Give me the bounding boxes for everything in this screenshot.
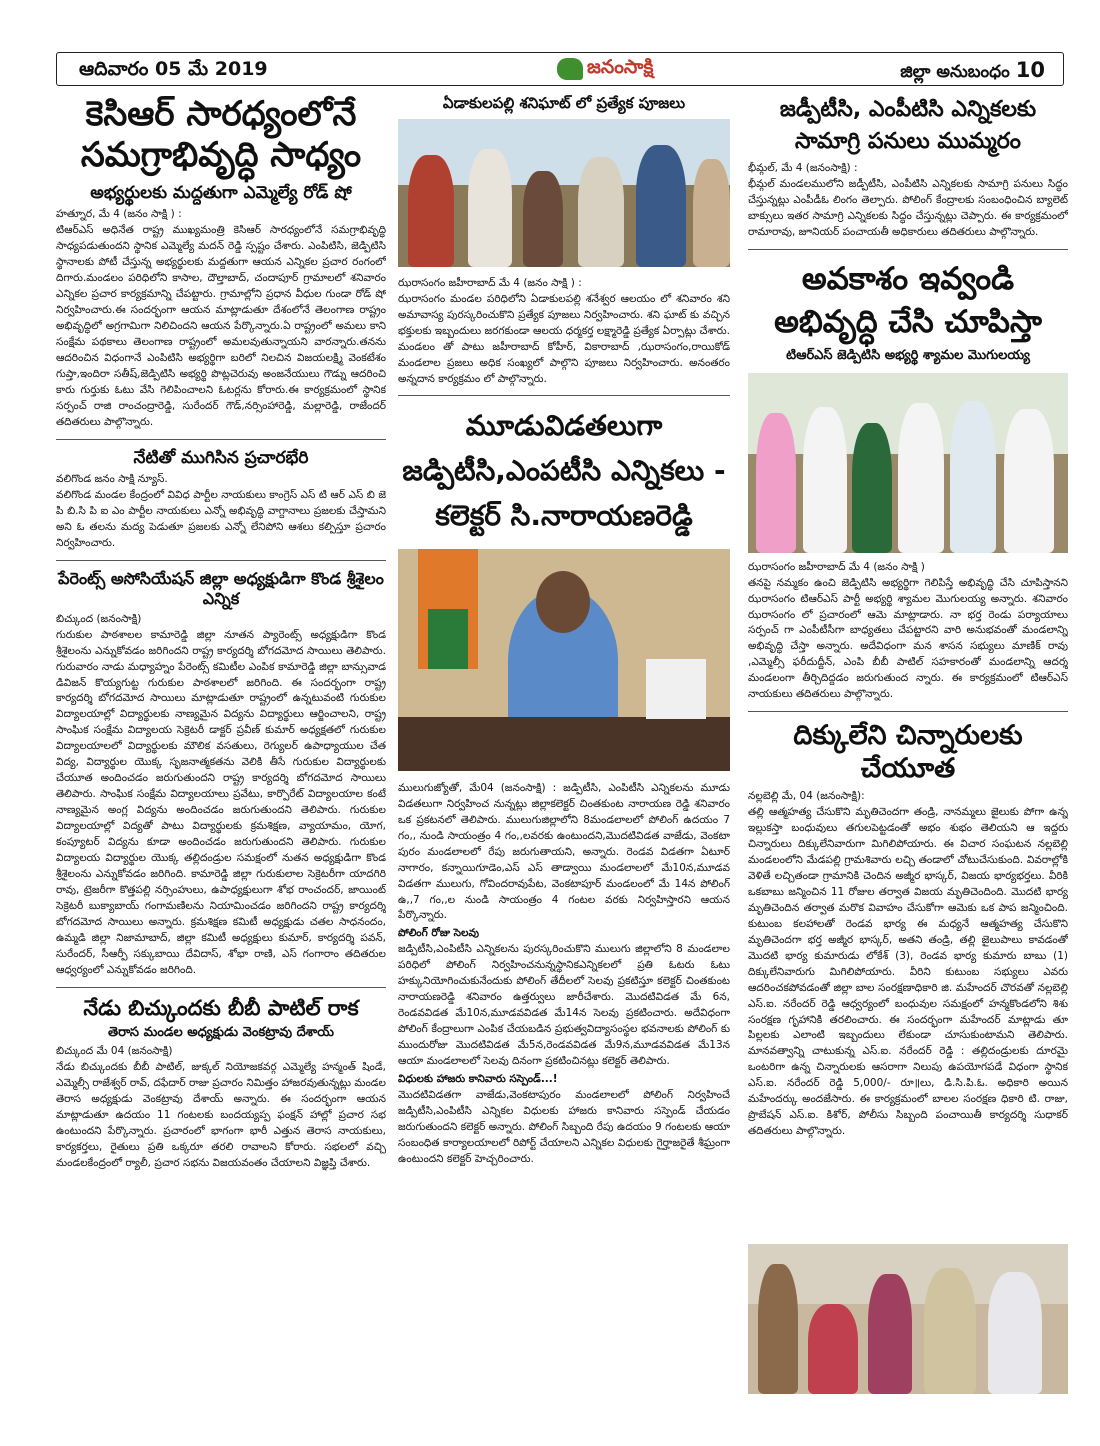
subhead-holiday: పోలింగ్ రోజు సెలవు: [398, 927, 479, 940]
divider: [56, 560, 386, 561]
article-body: ఝరాసంగం మండల పరిధిలోని ఏడాకులపల్లి శనేశ్వర ఆలయం లో శనివారం శని అమావాస్య పురస్కరించుకొని ప్రత్యేక పూజలు నిర్వహించారు. శని ఘాట్ కు వచ్చిన భక్తులకు ఇబ్బందులు జరగకుండా ఆలయ ధర్మకర్త లక్ష్మారెడ్డి ప్రత్యేక ఏర్పాట్లు చేశారు. మండలం తో పాటు జహీరాబాద్ కోహీర్, వికారాబాద్ ,ఝరాసంగం,రాయికోడ్ మండలాల ప్రజలు అధిక సంఖ్యలో పాల్గొని పూజలు నిర్వహించారు. అనంతరం అన్నదాన కార్యక్రమం లో పాల్గొన్నారు.: [398, 292, 730, 385]
article-body: టిఆర్ఎస్ అధినేత రాష్ట్ర ముఖ్యమంత్రి కెసిఆర్ సారధ్యంలోనే సమగ్రాభివృద్ధి సాధ్యపడుతుందని స్థానిక ఎమ్మెల్యే మదన్ రెడ్డి స్పష్టం చేశారు. ఎంపిటిసి, జెడ్పిటిసి స్థానాలకు పోటీ చేస్తున్న అభ్యర్థులకు మద్దతుగా ఆయన ఎన్నికల ప్రచార రంగంలో దిగారు.మండలం పరిధిలోని కాసాల, దౌల్తాబాద్, చందాపూర్ గ్రామాలలో శనివారం ఎన్నికల ప్రచార కార్యక్రమాన్ని చేపట్టారు. గ్రామాల్లోని ప్రధాన వీధుల గుండా రోడ్ షో నిర్వహించారు.ఈ సందర్భంగా ఆయన మాట్లాడుతూ దేశంలోనే తెలంగాణ రాష్ట్రం అభివృద్ధిలో అగ్రగామిగా నిలిచిందని ఆయన పేర్కొన్నారు.ఏ రాష్ట్రంలో అమలు కాని సంక్షేమ పథకాలు తెలంగాణ రాష్ట్రంలో అమలవుతున్నాయని వారన్నారు.తనను ఆదరించిన విధంగానే ఎంపిటిసి అభ్యర్థిగా బరిలో నిలచిన విజయలక్ష్మి వెంకటేశం గుప్తా,ఇందిరా సతీష్,జెడ్పిటిసి అభ్యర్థి పొట్లచెరువు అంజనేయులు గౌడ్ను ఆదరించి కారు గుర్తుకు ఓటు వేసి గెలిపించాలని ఓటర్లను కోరారు.ఈ కార్యక్రమంలో స్థానిక సర్పంచ్ రాజి రాంచంద్రారెడ్డి, సురేందర్ గౌడ్,నర్సింహారెడ్డి, మల్లారెడ్డి, రాజేందర్ తదితరులు పాల్గొన్నారు.: [56, 224, 386, 428]
page-label: [900, 58, 1045, 86]
article-body: తనపై నమ్మకం ఉంచి జెడ్పిటిసి అభ్యర్థిగా గెలిపిస్తే అభివృద్ధి చేసి చూపిస్తానని ఝరాసంగం టిఆర్ఎస్ పార్టీ అభ్యర్థి శ్యామల మొగులయ్య అన్నారు. శనివారం ఝరాసంగం లో ప్రచారంలో ఆమె మాట్లాడారు. నా భర్త రెండు పర్యాయాలు సర్పంచ్ గా ఎంపీటీసీగా బాధ్యతలు చేపట్టారని వారి అనుభవంతో మండలాన్ని అభివృద్ధి చేస్తా అన్నారు. అదేవిధంగా మన శాసన సభ్యులు మాణిక్ రావు ,ఎమ్మెల్సీ ఫరీదుద్దీన్, ఎంపి బీబీ పాటిల్ సహకారంతో మండలాన్ని ఆదర్శ మండలంగా తీర్చిదిద్దడం జరుగుతుంద న్నారు. ఈ కార్యక్రమంలో టిఆర్ఎస్ నాయకులు తదితరులు పాల్గొన్నారు.: [748, 576, 1068, 701]
article-campaign-end: [56, 448, 386, 552]
divider: [748, 249, 1068, 250]
dateline: బిచ్కుంద మే 04 (జనంసాక్షి): [56, 1045, 173, 1058]
headline: జడ్పీటీసి, ఎంపీటిసి ఎన్నికలకు సామాగ్రి పనులు ముమ్మరం: [779, 97, 1037, 154]
subheadline: టిఆర్ఎస్ జెడ్పిటిసి అభ్యర్థి శ్యామల మొగులయ్య: [786, 348, 1030, 364]
headline: దిక్కులేని చిన్నారులకు చేయూత: [793, 720, 1023, 785]
column-right: [748, 94, 1068, 1394]
article-parents-association: [56, 569, 386, 979]
article-elections-collector: [398, 404, 730, 1167]
article-body: మొదటివిడతగా వాజేడు,వెంకటాపురం మండలాలలో పోలింగ్ నిర్వహించే జడ్పిటీసి,ఎంపిటీసి ఎన్నికల విధులకు హాజరు కానివారు సస్పెండ్ చేయడం జరుగుతుందని కలెక్టర్ అన్నారు. పోలింగ్ సిబ్బంది రేపు ఉదయం 9 గంటలకు ఆయా సంబంధిత కార్యాలయాలలో రిపోర్ట్ చేయాలని ఎన్నికల విధులకు గైర్హాజరైతే శీఘ్రంగా ఉంటుందని కలెక్టర్ హెచ్చరించారు.: [398, 1089, 730, 1165]
dateline: నల్లబెల్లి మే, 04 (జనంసాక్షి):: [748, 790, 865, 803]
divider: [56, 439, 386, 440]
article-body: ములుగుజ్యోతో, మే04 (జనంసాక్షి) : జడ్పిటీసి, ఎంపిటీసి ఎన్నికలను మూడు విడతలుగా నిర్వహించ నున్నట్లు జిల్లాకలెక్టర్ చింతకుంట నారాయణ రెడ్డి శనివారం ఒక ప్రకటనలో తెలిపారు. ములుగుజిల్లాలోని 8మండలాలలో పోలింగ్ ఉదయం 7 గం,, నుండి సాయంత్రం 4 గం,,లవరకు ఉంటుందని,మొదటివిడత వాజేడు, వెంకటా పురం మండలాలలో రేపు జరుగుతాయని, అన్నారు. రెండవ విడతగా ఏటూర్ నాగారం, కన్నాయిగూడెం,ఎస్ ఎస్ తాడ్వాయి మండలాలలో మే10న,మూడవ విడతగా ములుగు, గోవిందరావుపేట, వెంకటాపూర్ మండలంలో మే 14న పోలింగ్ ఉ,,7 గం,,ల నుండి సాయంత్రం 4 గంటల వరకు నిర్వహిస్తారని ఆయన పేర్కొన్నారు.: [398, 781, 730, 922]
article-bb-patil: [56, 996, 386, 1173]
subheadline: తెరాస మండల అధ్యక్షుడు వెంకట్రావు దేశాయ్: [108, 1025, 334, 1041]
page-number: 10: [1015, 58, 1045, 82]
divider: [398, 395, 730, 396]
headline: ఏడాకులపల్లి శనిఘాట్ లో ప్రత్యేక పూజలు: [442, 94, 686, 112]
divider: [56, 987, 386, 988]
article-orphan-children: [748, 720, 1068, 1140]
dateline: ఝరాసంగం జహీరాబాద్ మే 4 (జనం సాక్షి ) :: [398, 276, 582, 289]
headline: అవకాశం ఇవ్వండి అభివృద్ధి చేసి చూపిస్తా: [774, 260, 1042, 340]
masthead: [56, 52, 1064, 86]
article-body: నేడు బిచ్కుందకు బీబీ పాటిల్, జుక్కల్ నియోజకవర్గ ఎమ్మెల్యే హన్మంత్ షిండే, ఎమ్మెల్సీ రాజేశ్వర్ రావ్, దఫేదార్ రాజు ప్రచారం నిమిత్తం హాజరవుతున్నట్లు మండల తెరాస అధ్యక్షుడు వెంకట్రావు దేశాయ్ అన్నారు. ఈ సందర్భంగా ఆయన మాట్లాడుతూ ఉదయం 11 గంటలకు బందయ్యప్ప ఫంక్షన్ హాల్లో ప్రచార సభ ఉంటుందని పేర్కొన్నారు. ప్రచారంలో భాగంగా భారీ ఎత్తున తెరాస నాయకులు, కార్యకర్తలు, రైతులు ప్రతి ఒక్కరూ తరలి రావాలని కోరారు. సభలలో వచ్చి మండలకేంద్రంలో ర్యాలీ, ప్రచార సభను విజయవంతం చేయాలని విజ్ఞప్తి చేశారు.: [56, 1061, 386, 1170]
column-middle: [398, 94, 730, 1394]
article-body: భీమ్గల్ మండలములోని జడ్పీటీసి, ఎంపీటిసి ఎన్నికలకు సామాగ్రి పనులు సిద్ధం చేస్తున్నట్లు ఎంపీడీఓ లింగం తెల్పారు. పోలింగ్ కేంద్రాలకు సంబంధించిన బ్యాలెట్ బాక్సులు ఇతర సామాగ్రి ఎన్నికలకు సిద్ధం చేస్తున్నట్లు చెప్పారు. ఈ కార్యక్రమంలో రామారావు, జూనియర్ పంచాయతీ అధికారులు తదితరులు పాల్గొన్నారు.: [748, 177, 1068, 238]
column-left: [56, 94, 386, 1394]
headline: నేడు బిచ్కుందకు బీబీ పాటిల్ రాక: [83, 995, 359, 1020]
dateline: ఝరాసంగం జహీరాబాద్ మే 4 (జనం సాక్షి ): [748, 560, 925, 573]
article-body: జడ్పిటీసి,ఎంపిటీసి ఎన్నికలను పురస్కరించుకొని ములుగు జిల్లాలోని 8 మండలాల పరిధిలో పోలింగ్ నిర్వహించనున్నస్థానికఎన్నికలలో ప్రతి ఓటరు ఓటు హక్కునియోగించుకునేందుకు పోలింగ్ తేదీలలో సెలవు ప్రకటిస్తూ కలెక్టర్ చింతకుంట నారాయణరెడ్డి శనివారం ఉత్తర్వులు జారీచేశారు. మొదటివిడత మే 6న, రెండవవిడత మే10న,మూడవవిడత మే14న సెలవు ప్రకటించారు. అదేవిధంగా పోలింగ్ కేంద్రాలుగా ఎంపిక చేయబడిన ప్రభుత్వవిద్యాసంస్థల భవనాలకు పోలింగ్ కు ముందురోజు మొదటివిడత మే5న,రెండవవిడత మే9న,మూడవవిడత మే13న ఆయా మండలాలలో సెలవు దినంగా ప్రకటించినట్లు కలెక్టర్ తెలిపారు.: [398, 943, 730, 1068]
article-body: తల్లి ఆత్మహత్య చేసుకొని మృతిచెందగా తండ్రి, నానమ్మలు జైలుకు పోగా ఉన్న ఇల్లుకస్తా బంధువులు తగులపెట్టడంతో అభం శుభం తెలియని ఆ ఇద్దరు చిన్నారులు దిక్కులేనివారుగా మిగిలిపోయారు. ఈ విచార సంఘటన నల్లబెల్లి మండలంలోని మేడపల్లి గ్రామశివారు లచ్చి తండాలో చోటుచేసుకుంది. వివరాల్లోకి వెళితే లచ్చితండా గ్రామానికి చెందిన అజ్మీర భాస్కర్, విజయ భార్యభర్తలు. వీరికి ఒకబాబు జన్మించిన 11 రోజుల తర్వాత విజయ మృతిచెందింది. మొదటి భార్య మృతిచెందిన తర్వాత మరొక వివాహం చేసుకోగా ఆమెకు ఒక పాప జన్మించింది. కుటుంబ కలహాలతో రెండవ భార్య ఈ మధ్యనే ఆత్మహత్య చేసుకొని మృతిచెందగా భర్త అజ్మీర భాస్కర్, అతని తండ్రి, తల్లి జైలుపాలు కావడంతో మొదటి భార్య కుమారుడు లోకేశ్ (3), రెండవ భార్య కుమారు బాబు (1) దిక్కులేనివారుగు మిగిలిపోయారు. వీరిని కుటుంబ సభ్యులు ఎవరు ఆదరించకపోవడంతో జిల్లా బాల సంరక్షణాధికారి జి. మహేందర్ చొరవతో నల్లబెల్లి ఎస్.ఐ. నరేందర్ రెడ్డి ఆధ్వర్యంలో బంధువుల సమక్షంలో హన్మకొండలోని శిశు సంరక్షణ గృహానికి తరలించారు. ఈ సందర్భంగా మహేందర్ మాట్లాడు తూ పిల్లలకు ఎలాంటి ఇబ్బందులు లేకుండా చూసుకుంటామని తెలిపారు. మానవత్వాన్ని చాటుకున్న ఎస్.ఐ. నరేందర్ రెడ్డి : తల్లిదండ్రులకు దూరమై ఒంటరిగా ఉన్న చిన్నారులకు ఆసరాగా నిలుపు ఉపయోగపడే విధంగా స్థానిక ఎస్.ఐ. నరేందర్ రెడ్డి 5,000/- రూ॥లు, డి.సి.పి.ఓ. అధికారి అయిన మహేందర్కు అందజేసారు. ఈ కార్యక్రమంలో బాలల సంరక్షణ ధికారి టి. రాజు, ప్రొబేషన్ ఎస్.ఐ. కిశోర్, పోలీసు సిబ్బంది పంచాయితీ కార్యదర్శి సుధాకర్ తదితరులు పాల్గొన్నారు.: [748, 806, 1068, 1138]
map-icon: [557, 58, 583, 80]
article-kcr: [56, 94, 386, 431]
issue-date: ఆదివారం 05 మే 2019: [79, 58, 268, 80]
divider: [748, 711, 1068, 712]
section-name: జిల్లా అనుబంధం: [900, 62, 1010, 82]
dateline: బిచ్కుంద (జనంసాక్షి): [56, 612, 142, 625]
article-body: వలిగొండ మండల కేంద్రంలో వివిధ పార్టీల నాయకులు కాంగ్రెస్ ఎస్ టి ఆర్ ఎస్ బి జె పి బి.సి పి ఐ ఎం పార్టీల నాయకులు ఎన్నో అభివృద్ధి వాగ్దానాలు ప్రజలకు చేస్తామని అని ఓ తలను మద్య పెడుతూ ప్రజలకు ఎన్నో లేనిపోని ఆశలు కల్పిస్తూ ప్రచారం నిర్వహించారు.: [56, 488, 386, 549]
dateline: వలిగొండ జనం సాక్షి న్యూస్.: [56, 472, 168, 485]
newspaper-logo: [557, 55, 653, 83]
subheadline: అభ్యర్థులకు మద్దతుగా ఎమ్మెల్యే రోడ్ షో: [90, 182, 352, 203]
article-shani-ghat: [398, 94, 730, 387]
temple-puja-photo: [398, 119, 730, 267]
campaign-photo: [748, 373, 1068, 553]
article-election-material: [748, 94, 1068, 241]
collector-photo: [398, 549, 730, 771]
children-handover-photo: [748, 1244, 1068, 1394]
subhead-suspend: విధులకు హాజరు కానివారు సస్పెండ్...!: [398, 1073, 558, 1086]
article-shyamala: [748, 258, 1068, 704]
headline: పేరెంట్స్ అసోసియేషన్ జిల్లా అధ్యక్షుడిగా కొండ శ్రీశైలం ఎన్నిక: [58, 568, 384, 608]
headline: కెసిఆర్ సారధ్యంలోనే సమగ్రాభివృద్ధి సాధ్యం: [80, 94, 362, 176]
headline: మూడువిడతలుగా జడ్పిటీసి,ఎంపటీసి ఎన్నికలు - కలెక్టర్ సి.నారాయణరెడ్డి: [402, 409, 726, 533]
headline: నేటితో ముగిసిన ప్రచారభేరి: [133, 447, 309, 468]
dateline: హత్నూర, మే 4 (జనం సాక్షి ) :: [56, 208, 182, 221]
logo-text: జనంసాక్షి: [587, 55, 654, 78]
article-body: గురుకుల పాఠశాలల కామారెడ్డి జిల్లా నూతన ప్యారెంట్స్ అధ్యక్షుడిగా కొండ శ్రీశైలంను ఎన్నుకోవడం జరిగిందని రాష్ట్ర కార్యదర్శి బోగదమోద సాయిలు తెలిపారు. గురువారం నాడు మధ్యాహ్నం పేరెంట్స్ కమిటీల ఎంపిక కామారెడ్డి జిల్లా బాన్సువాడ డివిజన్ కొయ్యగుట్ట గురుకుల పాఠశాలలో జరిగింది. ఈ సందర్భంగా రాష్ట్ర కార్యదర్శి బోగదమోద సాయిలు మాట్లాడుతూ రాష్ట్రంలో ఉన్నటువంటి గురుకుల విద్యాలయాల్లో విద్యార్థులకు నాణ్యమైన విద్యను విద్యార్థులు ఆర్జించాలని, రాష్ట్ర సాంఘిక సంక్షేమ విద్యాలయ సెక్రెటరీ డాక్టర్ ప్రవీణ్ కుమార్ అధ్యక్షతలో గురుకుల విద్యాలయాలలో విద్యార్థులకు మౌలిక వసతులు, రెగ్యులర్ ఉపాధ్యాయుల చేత విద్య, విద్యార్థుల యొక్క సృజనాత్మకతను వెలికి తీసే గురుకుల విద్యార్థులకు చేయూత అందించడం జరుగుతుందని రాష్ట్ర కార్యదర్శి బోగదమోద సాయిలు తెలిపారు. సాంఘిక సంక్షేమ విద్యాలయాలు ప్రవేటు, కార్పొరేట్ విద్యాలయాల కంటే నాణ్యమైన అంగ్ల విద్యను అందించడం జరుగుతుందని తెలిపారు. గురుకుల విద్యాలయాల్లో విద్యతో పాటు విద్యార్థులకు క్రమశిక్షణ, వ్యాయామం, యోగ, కంప్యూటర్ విద్యను కూడా అందించడం జరుగుతుందని తెలిపారు. గురుకుల విద్యాలయ విద్యార్థుల యొక్క తల్లిదండ్రుల సమక్షంలో నుతన అధ్యక్షుడిగా కొండ శ్రీశైలంను ఎన్నుకోవడం జరిగింది. కామారెడ్డి జిల్లా గురుకులాల సెక్రెటరీగా యాదగిరి రావు, ట్రెజరీగా కొత్తపల్లి నర్సింహులు, ఉపాధ్యక్షులుగా శోభ రాంచందర్, జాయింట్ సెక్రెటరీ బుక్యాబాయ్ గంగామణిలను నియామించడం జరిగిందని రాష్ట్ర కార్యదర్శి బోగదమోద సాయిలు అన్నారు. క్రమశిక్షణ కమిటీ అధ్యక్షుడు చతల సాధనందం, ఉమ్మడి జిల్లా నిజామాబాద్, జిల్లా కమిటీ అధ్యక్షులు కుమార్, కార్యదర్శి పవన్, సురేందర్, సీఆర్పీ సక్కుబాయి దేవిదాస్, శోభా రాణి, ఎస్ గంగారాం తదితరుల ఆధ్వర్యంలో ఎన్నుకోవడం జరిగింది.: [56, 628, 386, 976]
dateline: భీమ్గల్, మే 4 (జనంసాక్షి) :: [748, 161, 858, 174]
